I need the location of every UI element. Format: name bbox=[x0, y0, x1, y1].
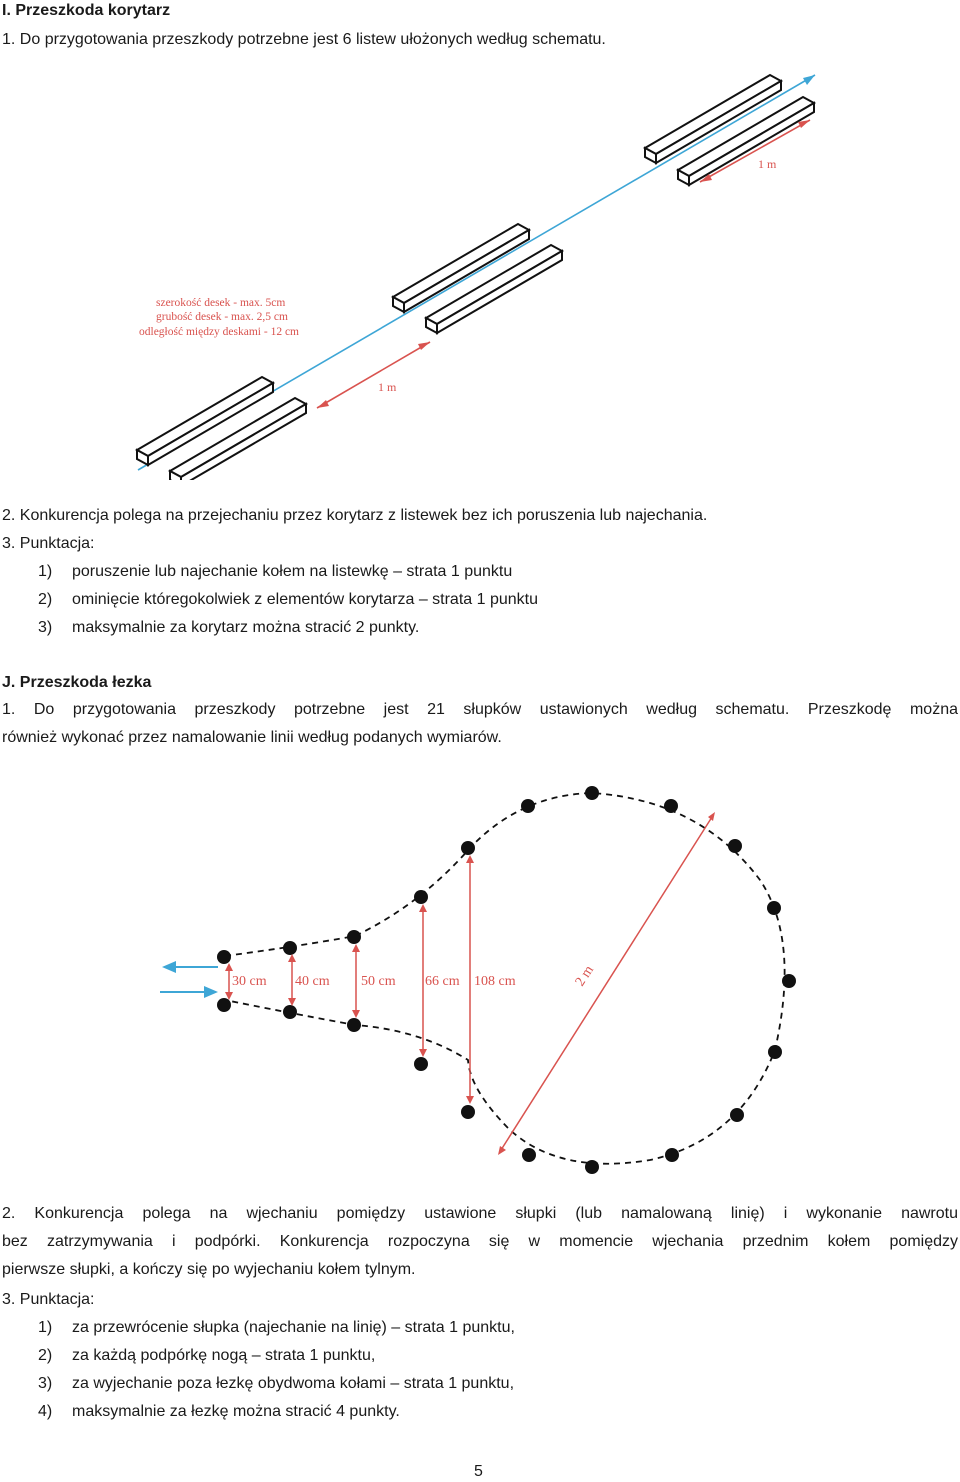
post bbox=[283, 941, 297, 955]
list-item: 2) za każdą podpórkę nogą – strata 1 punktu, bbox=[38, 1347, 376, 1364]
post bbox=[347, 1018, 361, 1032]
dimension-arrow-bottom bbox=[317, 342, 430, 408]
post bbox=[767, 901, 781, 915]
post bbox=[585, 1160, 599, 1174]
section-j-title: J. Przeszkoda łezka bbox=[2, 674, 152, 691]
slat-pair-bottom bbox=[137, 377, 306, 480]
post bbox=[461, 1105, 475, 1119]
post bbox=[414, 1057, 428, 1071]
post bbox=[728, 839, 742, 853]
post bbox=[522, 1148, 536, 1162]
entry-arrows bbox=[160, 961, 218, 998]
spec-width: szerokość desek - max. 5cm bbox=[156, 297, 286, 309]
width-label-66: 66 cm bbox=[425, 974, 460, 989]
teardrop-diagram bbox=[0, 770, 960, 1190]
section-i-paragraph-1: 1. Do przygotowania przeszkody potrzebne jest 6 listew ułożonych według schematu. bbox=[2, 31, 606, 48]
slat-pair-top bbox=[645, 75, 814, 185]
dimension-label-top: 1 m bbox=[758, 157, 777, 171]
post bbox=[414, 890, 428, 904]
width-label-50: 50 cm bbox=[361, 974, 396, 989]
page-number: 5 bbox=[474, 1463, 483, 1480]
post bbox=[283, 1005, 297, 1019]
spec-thickness: grubość desek - max. 2,5 cm bbox=[156, 311, 288, 323]
post bbox=[461, 841, 475, 855]
width-arrow-50 bbox=[352, 944, 360, 1018]
post bbox=[585, 786, 599, 800]
list-item: 2) ominięcie któregokolwiek z elementów korytarza – strata 1 punktu bbox=[38, 591, 538, 608]
post bbox=[782, 974, 796, 988]
post bbox=[347, 930, 361, 944]
section-j-paragraph-2: 2. Konkurencja polega na wjechaniu pomiędzy ustawione słupki (lub namalowaną linię) i wykonanie nawrotu bez zatrzymywania i podpórki. Konkurencja rozpoczyna się w momencie wjechania przednim kołem pomiędzy pierwsze słupki, a kończy się po wyjechaniu kołem tylnym. bbox=[2, 1205, 958, 1278]
diameter-label: 2 m bbox=[572, 963, 598, 990]
post bbox=[217, 998, 231, 1012]
post bbox=[521, 799, 535, 813]
corridor-diagram bbox=[0, 60, 960, 480]
spec-spacing: odległość między deskami - 12 cm bbox=[139, 326, 300, 338]
post bbox=[730, 1108, 744, 1122]
post bbox=[768, 1045, 782, 1059]
list-item: 3) za wyjechanie poza łezkę obydwoma kołami – strata 1 punktu, bbox=[38, 1375, 515, 1392]
post bbox=[665, 1148, 679, 1162]
dimension-label-bottom: 1 m bbox=[378, 380, 397, 394]
width-label-108: 108 cm bbox=[474, 974, 516, 989]
width-arrow-108 bbox=[466, 855, 474, 1104]
section-i-title: I. Przeszkoda korytarz bbox=[2, 2, 171, 19]
slat-pair-middle bbox=[393, 224, 562, 333]
list-item: 1) za przewrócenie słupka (najechanie na linię) – strata 1 punktu, bbox=[38, 1319, 515, 1336]
diameter-arrow bbox=[498, 812, 715, 1155]
post bbox=[664, 799, 678, 813]
section-j-paragraph-1: 1. Do przygotowania przeszkody potrzebne jest 21 słupków ustawionych według schematu. Przeszkodę można również wykonać przez namalowanie linii według podanych wymiarów. bbox=[2, 701, 958, 746]
section-i-paragraph-2: 2. Konkurencja polega na przejechaniu przez korytarz z listewek bez ich poruszenia lub najechania. bbox=[2, 507, 708, 524]
list-item: 4) maksymalnie za łezkę można stracić 4 punkty. bbox=[38, 1403, 400, 1420]
list-item: 3) maksymalnie za korytarz można stracić 2 punkty. bbox=[38, 619, 420, 636]
section-i-scoring-heading: 3. Punktacja: bbox=[2, 535, 95, 552]
list-item: 1) poruszenie lub najechanie kołem na listewkę – strata 1 punktu bbox=[38, 563, 513, 580]
section-j-scoring-heading: 3. Punktacja: bbox=[2, 1291, 95, 1308]
width-label-40: 40 cm bbox=[295, 974, 330, 989]
post bbox=[217, 950, 231, 964]
width-label-30: 30 cm bbox=[232, 974, 267, 989]
